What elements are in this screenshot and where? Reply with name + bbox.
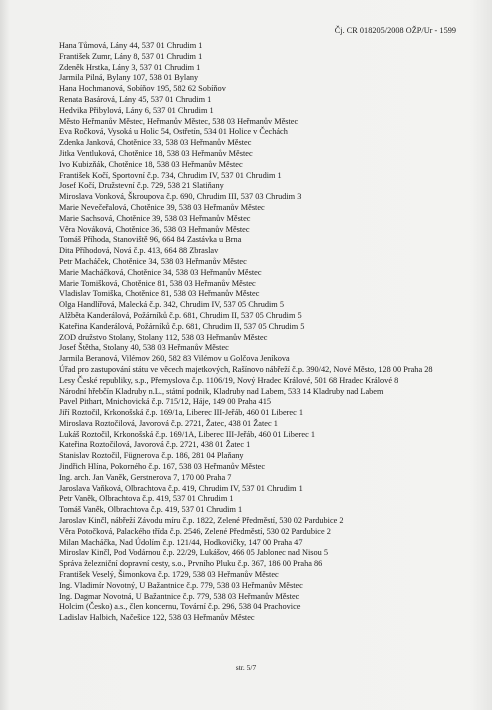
recipient-entry: Hedvika Přibylová, Lány 6, 537 01 Chrudim 1 [59, 105, 214, 115]
recipient-entry: František Veselý, Šimonkova č.p. 1729, 538 03 Heřmanův Městec [59, 570, 279, 580]
recipient-entry: Věra Nováková, Chotěnice 36, 538 03 Heřmanův Městec [59, 224, 250, 234]
recipient-entry: Josef Kočí, Družstevní č.p. 729, 538 21 Slatiňany [59, 181, 224, 191]
recipient-entry: Pavel Pithart, Mnichovická č.p. 715/12, Háje, 149 00 Praha 415 [59, 397, 271, 407]
recipient-entry: Alžběta Kanderálová, Požárníků č.p. 681, Chrudim II, 537 05 Chrudim 5 [59, 310, 302, 320]
recipient-entry: Jaroslav Kinčl, nábřeží Závodu míru č.p. 1822, Zelené Předměstí, 530 02 Pardubice 2 [59, 516, 344, 526]
recipient-entry: Jarmila Beranová, Vilémov 260, 582 83 Vilémov u Golčova Jeníkova [59, 354, 290, 364]
recipient-entry: Kateřina Roztočilová, Javorová č.p. 2721, 438 01 Žatec 1 [59, 440, 251, 450]
recipient-entry: Olga Handlířová, Malecká č.p. 342, Chrudim IV, 537 05 Chrudim 5 [59, 300, 284, 310]
recipient-entry: Marie Macháčková, Chotěnice 34, 538 03 Heřmanův Městec [59, 267, 262, 277]
recipient-entry: Kateřina Kanderálová, Požárníků č.p. 681, Chrudim II, 537 05 Chrudim 5 [59, 321, 305, 331]
recipient-list [59, 41, 474, 624]
recipient-entry: Jaroslava Vaňková, Olbrachtova č.p. 419, Chrudim IV, 537 01 Chrudim 1 [59, 483, 303, 493]
recipient-entry: Miroslava Roztočilová, Javorová č.p. 2721, Žatec, 438 01 Žatec 1 [59, 418, 278, 428]
recipient-entry: Holcim (Česko) a.s., člen koncernu, Tovární č.p. 296, 538 04 Prachovice [59, 602, 301, 612]
recipient-entry: ZOD družstvo Stolany, Stolany 112, 538 03 Heřmanův Městec [59, 332, 268, 342]
recipient-entry: Správa železniční dopravní cesty, s.o., Prvního Pluku č.p. 367, 186 00 Praha 86 [59, 559, 323, 569]
recipient-entry: Stanislav Roztočil, Fügnerova č.p. 186, 281 04 Plaňany [59, 451, 244, 461]
recipient-entry: Dita Příhodová, Nová č.p. 413, 664 88 Zbraslav [59, 246, 219, 256]
document-reference: Čj. CR 018205/2008 OŽP/Ur - 1599 [334, 26, 456, 35]
recipient-entry: Miroslav Kinčl, Pod Vodárnou č.p. 22/29, Lukášov, 466 05 Jablonec nad Nisou 5 [59, 548, 329, 558]
recipient-entry: Tomáš Příhoda, Stanoviště 96, 664 84 Zastávka u Brna [59, 235, 242, 245]
recipient-entry: František Zumr, Lány 8, 537 01 Chrudim 1 [59, 51, 203, 61]
recipient-entry: Věra Potočková, Palackého třída č.p. 2546, Zelené Předměstí, 530 02 Pardubice 2 [59, 526, 331, 536]
recipient-entry: Ivo Kubizňák, Chotěnice 18, 538 03 Heřmanův Městec [59, 159, 243, 169]
recipient-entry: Renata Basárová, Lány 45, 537 01 Chrudim 1 [59, 94, 212, 104]
recipient-entry: Petr Macháček, Chotěnice 34, 538 03 Heřmanův Městec [59, 256, 247, 266]
recipient-entry: Hana Tůmová, Lány 44, 537 01 Chrudim 1 [59, 41, 203, 50]
recipient-entry: Ing. Dagmar Novotná, U Bažantnice č.p. 779, 538 03 Heřmanův Městec [59, 591, 300, 601]
recipient-entry: Jarmila Pilná, Bylany 107, 538 01 Bylany [59, 73, 199, 83]
recipient-entry: Vladislav Tomiška, Chotěnice 81, 538 03 Heřmanův Městec [59, 289, 260, 299]
recipient-entry: Lukáš Roztočil, Krkonošská č.p. 169/1A, Liberec III-Jeřáb, 460 01 Liberec 1 [59, 429, 315, 439]
recipient-entry: Miroslava Vonková, Škroupova č.p. 690, Chrudim III, 537 03 Chrudim 3 [59, 192, 302, 202]
recipient-entry: Jindřich Hlína, Pokorného č.p. 167, 538 03 Heřmanův Městec [59, 462, 266, 472]
recipient-entry: Lesy České republiky, s.p., Přemyslova č.p. 1106/19, Nový Hradec Králové, 501 68 Hradec Králové 8 [59, 375, 399, 385]
recipient-entry: Národní hřebčín Kladruby n.L., státní podnik, Kladruby nad Labem, 533 14 Kladruby nad Labem [59, 386, 384, 396]
recipient-entry: Hana Hochmanová, Sobíňov 195, 582 62 Sobíňov [59, 84, 226, 94]
recipient-entry: Marie Nevečeřalová, Chotěnice 39, 538 03 Heřmanův Městec [59, 202, 265, 212]
recipient-entry: Milan Macháčka, Nad Údolím č.p. 121/44, Hodkovičky, 147 00 Praha 47 [59, 537, 303, 547]
recipient-entry: Město Heřmanův Městec, Heřmanův Městec, 538 03 Heřmanův Městec [59, 116, 299, 126]
recipient-entry: Josef Štětha, Stolany 40, 538 03 Heřmanův Městec [59, 343, 229, 353]
recipient-entry: Ladislav Halbich, Načešice 122, 538 03 Heřmanův Městec [59, 613, 255, 623]
recipient-entry: Marie Sachsová, Chotěnice 39, 538 03 Heřmanův Městec [59, 213, 251, 223]
recipient-entry: Tomáš Vaněk, Olbrachtova č.p. 419, 537 01 Chrudim 1 [59, 505, 243, 515]
page-number: str. 5/7 [235, 663, 257, 672]
recipient-entry: Zdeněk Hrstka, Lány 3, 537 01 Chrudim 1 [59, 62, 201, 72]
recipient-entry: Jitka Ventluková, Chotěnice 18, 538 03 Heřmanův Městec [59, 148, 253, 158]
recipient-entry: Ing. arch. Jan Vaněk, Gerstnerova 7, 170 00 Praha 7 [59, 472, 232, 482]
recipient-entry: Petr Vaněk, Olbrachtova č.p. 419, 537 01 Chrudim 1 [59, 494, 234, 504]
recipient-entry: Marie Tomišková, Chotěnice 81, 538 03 Heřmanův Městec [59, 278, 256, 288]
recipient-entry: Ing. Vladimír Novotný, U Bažantnice č.p. 779, 538 03 Heřmanův Městec [59, 580, 303, 590]
recipient-entry: Úřad pro zastupování státu ve věcech majetkových, Rašínovo nábřeží č.p. 390/42, Nové Město, 128 00 Praha 28 [59, 364, 433, 374]
recipient-entry: František Kočí, Sportovní č.p. 734, Chrudim IV, 537 01 Chrudim 1 [59, 170, 282, 180]
recipient-entry: Jiří Roztočil, Krkonošská č.p. 169/1a, Liberec III-Jeřáb, 460 01 Liberec 1 [59, 408, 303, 418]
recipient-entry: Eva Ročková, Vysoká u Holic 54, Ostřetín, 534 01 Holice v Čechách [59, 127, 288, 137]
recipient-entry: Zdenka Janková, Chotěnice 33, 538 03 Heřmanův Městec [59, 138, 252, 148]
